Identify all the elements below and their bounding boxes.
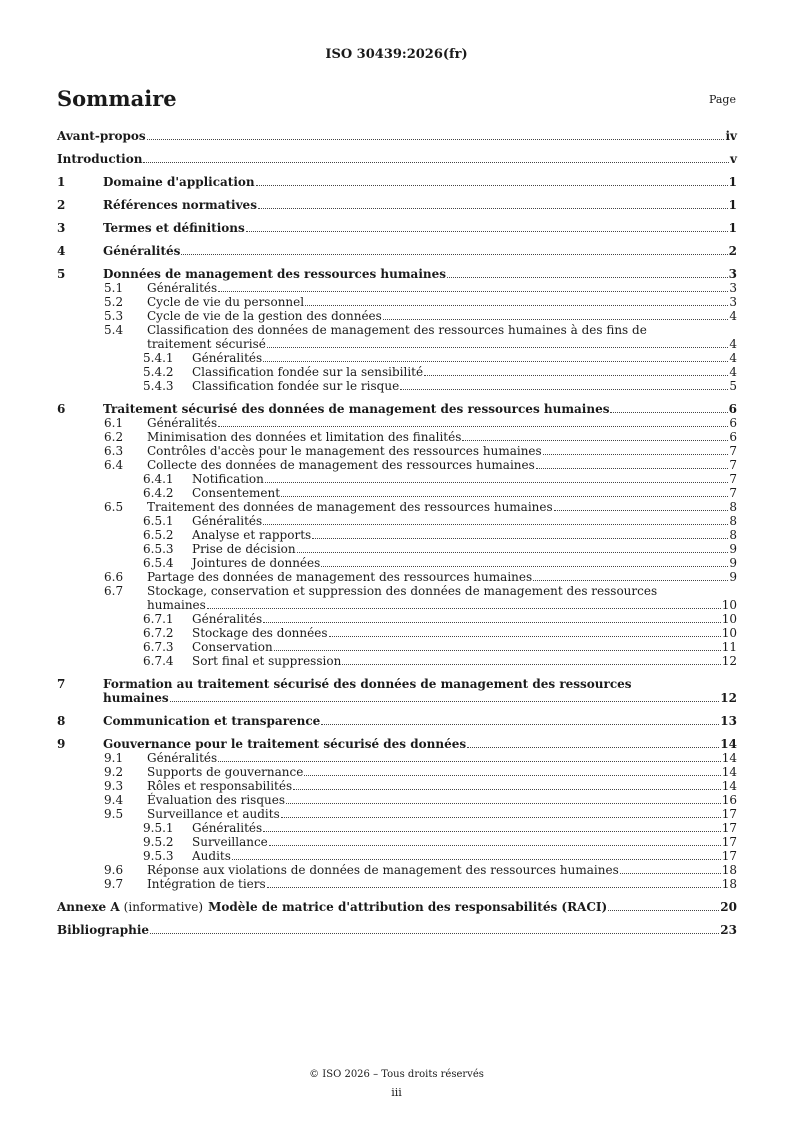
toc-entry[interactable] [57, 807, 737, 821]
toc-entry[interactable] [57, 486, 737, 500]
dot-leader [218, 291, 728, 292]
toc-entry-page: 5 [729, 379, 737, 393]
dot-leader [267, 887, 721, 888]
toc-entry-continuation[interactable] [57, 337, 737, 351]
toc-entry[interactable] [57, 444, 737, 458]
toc-entry-number: 9.2 [104, 765, 124, 779]
toc-entry-number: Annexe A [57, 900, 120, 914]
dot-leader [536, 468, 729, 469]
toc-entry-page: 3 [729, 281, 737, 295]
dot-leader [256, 185, 728, 186]
dot-leader [170, 701, 720, 702]
toc-entry[interactable] [57, 677, 737, 691]
dot-leader [424, 375, 728, 376]
dot-leader [620, 873, 721, 874]
toc-entry-page: 10 [721, 598, 737, 612]
toc-entry[interactable] [57, 849, 737, 863]
toc-entry-page: 17 [721, 835, 737, 849]
toc-entry-title: Contrôles d'accès pour le management des ressources humaines [147, 444, 542, 458]
toc-entry-number: 9.7 [104, 877, 124, 891]
toc-entry-page: iv [725, 129, 737, 143]
toc-entry-title: Collecte des données de management des ressources humaines [147, 458, 535, 472]
toc-entry-number: 5.4.2 [143, 365, 174, 379]
toc-entry-number: 9.1 [104, 751, 124, 765]
toc-entry-title: Généralités [147, 416, 218, 430]
toc-entry[interactable] [57, 295, 737, 309]
dot-leader [447, 277, 728, 278]
toc-entry-number: 9.3 [104, 779, 124, 793]
toc-entry[interactable] [57, 528, 737, 542]
toc-entry-page: 17 [721, 849, 737, 863]
toc-entry[interactable] [57, 500, 737, 514]
toc-entry-page: 17 [721, 821, 737, 835]
dot-leader [258, 208, 728, 209]
toc-entry-title: Données de management des ressources humaines [103, 267, 446, 281]
toc-entry[interactable] [57, 779, 737, 793]
toc-entry-title: Cycle de vie du personnel [147, 295, 305, 309]
toc-entry-title: Stockage des données [192, 626, 328, 640]
dot-leader [181, 254, 727, 255]
toc-entry-number: 5.1 [104, 281, 124, 295]
toc-entry-page: 7 [729, 486, 737, 500]
toc-entry-page: 13 [720, 714, 737, 728]
dot-leader [293, 789, 721, 790]
toc-entry-number: 6.2 [104, 430, 124, 444]
copyright-footer: © ISO 2026 – Tous droits réservés [309, 1069, 484, 1080]
toc-entry-page: 8 [729, 514, 737, 528]
toc-entry[interactable] [57, 281, 737, 295]
dot-leader [232, 859, 721, 860]
dot-leader [610, 412, 727, 413]
toc-entry[interactable] [57, 351, 737, 365]
toc-entry-number: 6.7 [104, 584, 124, 598]
dot-leader [608, 910, 719, 911]
toc-entry[interactable] [57, 309, 737, 323]
dot-leader [305, 305, 728, 306]
toc-entry-title: Traitement sécurisé des données de management des ressources humaines [103, 402, 610, 416]
toc-entry-title: Termes et définitions [103, 221, 245, 235]
toc-entry-title: Classification fondée sur la sensibilité [192, 365, 424, 379]
toc-entry-title: Consentement [192, 486, 281, 500]
toc-entry-title: Généralités [192, 821, 263, 835]
toc-entry-title: Supports de gouvernance [147, 765, 304, 779]
toc-entry[interactable] [57, 584, 737, 598]
toc-entry-title: Généralités [192, 351, 263, 365]
toc-entry-page: 14 [720, 737, 737, 751]
toc-entry[interactable] [57, 472, 737, 486]
toc-entry-page: 18 [721, 863, 737, 877]
toc-entry-page: 9 [729, 542, 737, 556]
toc-entry-title: Modèle de matrice d'attribution des responsabilités (RACI) [208, 900, 608, 914]
toc-entry[interactable] [57, 654, 737, 668]
toc-entry-title: Classification fondée sur le risque [192, 379, 400, 393]
toc-entry-title: Généralités [192, 514, 263, 528]
toc-entry-page: 12 [720, 691, 737, 705]
toc-entry-title: Surveillance et audits [147, 807, 280, 821]
toc-entry-title: Conservation [192, 640, 273, 654]
dot-leader [207, 608, 721, 609]
toc-entry[interactable] [57, 221, 737, 235]
toc-entry-title: Domaine d'application [103, 175, 255, 189]
toc-entry-number: 6.7.2 [143, 626, 174, 640]
dot-leader [400, 389, 728, 390]
dot-leader [150, 933, 719, 934]
dot-leader [218, 761, 721, 762]
toc-entry[interactable] [57, 923, 737, 937]
toc-entry[interactable] [57, 714, 737, 728]
dot-leader [297, 552, 729, 553]
toc-entry-page: 3 [729, 295, 737, 309]
toc-entry-page: 4 [729, 365, 737, 379]
toc-entry-number: 6.5.4 [143, 556, 174, 570]
dot-leader [329, 636, 721, 637]
toc-entry-page: 9 [729, 570, 737, 584]
toc-entry-page: 8 [729, 528, 737, 542]
toc-entry-title: Sort final et suppression [192, 654, 342, 668]
toc-entry[interactable] [57, 863, 737, 877]
toc-entry-page: 23 [720, 923, 737, 937]
toc-entry-number: 9.5.3 [143, 849, 174, 863]
toc-entry[interactable] [57, 737, 737, 751]
toc-entry-title: Stockage, conservation et suppression des données de management des ressources [147, 584, 658, 598]
toc-entry-page: 7 [729, 444, 737, 458]
toc-entry-title: Généralités [147, 281, 218, 295]
toc-entry-number: 7 [57, 677, 66, 691]
toc-entry-page: 7 [729, 472, 737, 486]
toc-entry-number: 9.5 [104, 807, 124, 821]
toc-entry-title: Partage des données de management des ressources humaines [147, 570, 533, 584]
toc-entry-continuation[interactable] [57, 691, 737, 705]
toc-entry-number: 6.3 [104, 444, 124, 458]
toc-entry[interactable] [57, 877, 737, 891]
toc-entry-page: 14 [721, 779, 737, 793]
toc-entry-continuation[interactable] [57, 598, 737, 612]
toc-entry-page: 6 [729, 416, 737, 430]
toc-entry-number: 6.5 [104, 500, 124, 514]
toc-entry-title: Références normatives [103, 198, 257, 212]
toc-entry-title: Généralités [103, 244, 181, 258]
toc-entry[interactable] [57, 821, 737, 835]
doc-code-header: ISO 30439:2026(fr) [325, 47, 468, 62]
toc-entry-number: 5.4.1 [143, 351, 174, 365]
toc-entry-number: 6.7.4 [143, 654, 174, 668]
toc-entry-number: 6.7.1 [143, 612, 174, 626]
toc-entry-page: 2 [728, 244, 737, 258]
dot-leader [543, 454, 729, 455]
toc-entry-number: 9 [57, 737, 66, 751]
toc-entry-page: 6 [728, 402, 737, 416]
toc-entry-title: Gouvernance pour le traitement sécurisé des données [103, 737, 467, 751]
toc-entry-title: Cycle de vie de la gestion des données [147, 309, 382, 323]
dot-leader [304, 775, 720, 776]
toc-entry-page: 11 [721, 640, 737, 654]
toc-entry-title: Traitement des données de management des ressources humaines [147, 500, 553, 514]
toc-entry-number: 3 [57, 221, 66, 235]
dot-leader [265, 482, 728, 483]
toc-entry-title: Surveillance [192, 835, 268, 849]
page-title: Sommaire [57, 86, 177, 111]
dot-leader [143, 162, 729, 163]
toc-entry[interactable] [57, 570, 737, 584]
toc-entry-number: 9.5.1 [143, 821, 174, 835]
toc-entry-number: 5.3 [104, 309, 124, 323]
toc-entry-title: Minimisation des données et limitation des finalités [147, 430, 462, 444]
toc-entry-title: Rôles et responsabilités [147, 779, 293, 793]
toc-entry-page: 20 [720, 900, 737, 914]
dot-leader [533, 580, 728, 581]
toc-entry-number: 6.5.2 [143, 528, 174, 542]
toc-entry-page: 4 [729, 351, 737, 365]
toc-entry-page: 12 [721, 654, 737, 668]
toc-entry[interactable] [57, 365, 737, 379]
toc-entry[interactable] [57, 198, 737, 212]
dot-leader [554, 510, 729, 511]
toc-entry-number: 5.4 [104, 323, 124, 337]
dot-leader [269, 845, 721, 846]
toc-entry-page: 9 [729, 556, 737, 570]
toc-entry[interactable] [57, 640, 737, 654]
toc-entry-page: 6 [729, 430, 737, 444]
toc-entry-number: 1 [57, 175, 66, 189]
toc-entry[interactable] [57, 416, 737, 430]
toc-entry-title: Audits [192, 849, 231, 863]
dot-leader [342, 664, 720, 665]
toc-entry-title: Notification [192, 472, 264, 486]
toc-entry-number: 2 [57, 198, 66, 212]
toc-entry[interactable] [57, 900, 737, 914]
dot-leader [274, 650, 721, 651]
dot-leader [281, 496, 728, 497]
toc-entry[interactable] [57, 751, 737, 765]
toc-entry-number: 9.4 [104, 793, 124, 807]
toc-entry-page: 18 [721, 877, 737, 891]
toc-entry[interactable] [57, 379, 737, 393]
toc-entry[interactable] [57, 267, 737, 281]
toc-entry-number: 6.7.3 [143, 640, 174, 654]
toc-entry-page: 14 [721, 765, 737, 779]
toc-entry-number: 9.5.2 [143, 835, 174, 849]
toc-entry-title: Bibliographie [57, 923, 150, 937]
toc-entry-title: Classification des données de management des ressources humaines à des fins de [147, 323, 647, 337]
toc-entry-page: v [730, 152, 737, 166]
dot-leader [218, 426, 728, 427]
toc-entry[interactable] [57, 430, 737, 444]
toc-entry[interactable] [57, 458, 737, 472]
toc-entry-title: Analyse et rapports [192, 528, 312, 542]
toc-entry-number: 6.4.2 [143, 486, 174, 500]
toc-entry[interactable] [57, 244, 737, 258]
toc-entry-number: 6.4 [104, 458, 124, 472]
toc-entry-number: 5.4.3 [143, 379, 174, 393]
toc-entry-title: Intégration de tiers [147, 877, 266, 891]
toc-entry-page: 14 [721, 751, 737, 765]
toc-entry-title: Introduction [57, 152, 143, 166]
toc-entry[interactable] [57, 556, 737, 570]
toc-entry-title: Communication et transparence [103, 714, 321, 728]
dot-leader [263, 361, 728, 362]
annex-type-note: (informative) [123, 900, 204, 914]
toc-entry-page: 4 [729, 337, 737, 351]
dot-leader [263, 524, 728, 525]
toc-entry-number: 6.5.1 [143, 514, 174, 528]
toc-entry-page: 17 [721, 807, 737, 821]
dot-leader [383, 319, 729, 320]
dot-leader [321, 724, 719, 725]
toc-entry[interactable] [57, 542, 737, 556]
toc-entry-page: 3 [728, 267, 737, 281]
toc-entry-page: 1 [728, 175, 737, 189]
toc-entry-number: 6.1 [104, 416, 124, 430]
toc-entry-number: 5 [57, 267, 66, 281]
toc-entry-title: Généralités [192, 612, 263, 626]
page-number: iii [391, 1086, 402, 1099]
toc-entry[interactable] [57, 612, 737, 626]
table-of-contents [57, 129, 737, 937]
toc-entry-page: 10 [721, 626, 737, 640]
toc-entry-title: Avant-propos [57, 129, 146, 143]
toc-entry-title: Généralités [147, 751, 218, 765]
dot-leader [286, 803, 721, 804]
toc-entry-title-continued: humaines [103, 691, 169, 705]
toc-entry-number: 4 [57, 244, 66, 258]
toc-entry-page: 8 [729, 500, 737, 514]
dot-leader [267, 347, 728, 348]
toc-entry-page: 1 [728, 198, 737, 212]
toc-entry-title: Prise de décision [192, 542, 296, 556]
toc-entry-title-continued: traitement sécurisé [147, 337, 266, 351]
toc-entry-title: Réponse aux violations de données de management des ressources humaines [147, 863, 619, 877]
toc-entry-page: 4 [729, 309, 737, 323]
toc-entry-number: 9.6 [104, 863, 124, 877]
dot-leader [321, 566, 728, 567]
dot-leader [467, 747, 719, 748]
toc-entry-number: 6.4.1 [143, 472, 174, 486]
toc-entry-title: Formation au traitement sécurisé des données de management des ressources [103, 677, 632, 691]
toc-entry-page: 10 [721, 612, 737, 626]
toc-entry-title-continued: humaines [147, 598, 206, 612]
toc-entry[interactable] [57, 835, 737, 849]
toc-entry-number: 5.2 [104, 295, 124, 309]
toc-entry-page: 16 [721, 793, 737, 807]
page-column-label: Page [708, 93, 736, 106]
dot-leader [246, 231, 728, 232]
dot-leader [462, 440, 728, 441]
toc-entry[interactable] [57, 514, 737, 528]
toc-entry-title: Évaluation des risques [147, 793, 285, 807]
toc-entry-page: 7 [729, 458, 737, 472]
toc-entry-number: 6 [57, 402, 66, 416]
toc-entry-number: 6.5.3 [143, 542, 174, 556]
toc-entry[interactable] [57, 129, 737, 143]
toc-entry-number: 6.6 [104, 570, 124, 584]
toc-entry[interactable] [57, 323, 737, 337]
dot-leader [281, 817, 721, 818]
toc-entry[interactable] [57, 626, 737, 640]
dot-leader [263, 831, 721, 832]
toc-entry[interactable] [57, 152, 737, 166]
toc-entry[interactable] [57, 793, 737, 807]
dot-leader [312, 538, 728, 539]
toc-entry[interactable] [57, 175, 737, 189]
toc-entry-page: 1 [728, 221, 737, 235]
toc-entry-title: Jointures de données [192, 556, 321, 570]
dot-leader [147, 139, 725, 140]
toc-entry-number: 8 [57, 714, 66, 728]
toc-entry[interactable] [57, 402, 737, 416]
dot-leader [263, 622, 721, 623]
toc-entry[interactable] [57, 765, 737, 779]
